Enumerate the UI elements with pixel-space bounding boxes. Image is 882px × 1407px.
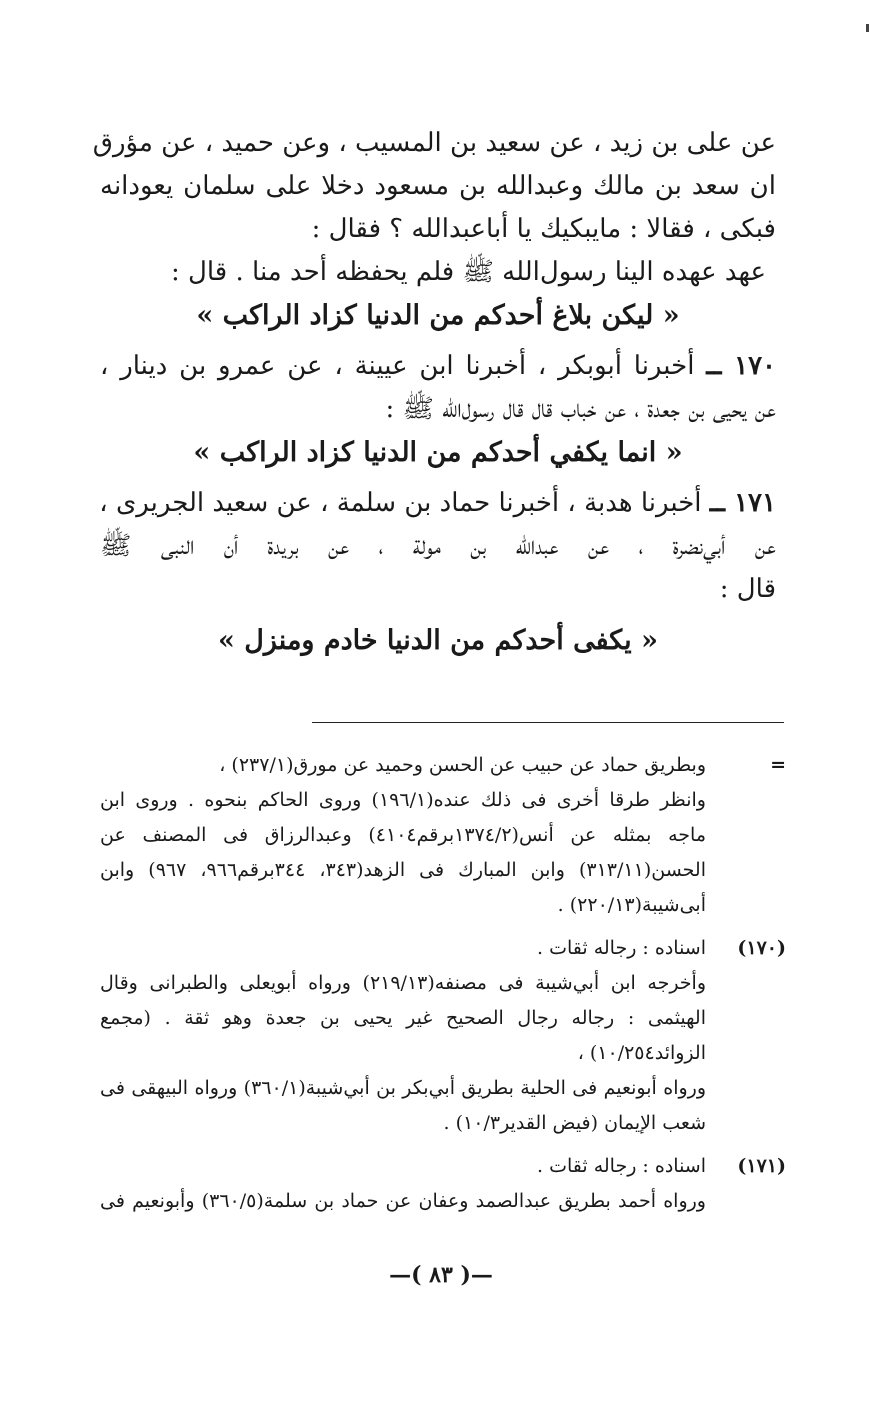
footnote-continued [100,748,786,923]
hadith-170-line2: عن يحيى بن جعدة ، عن خباب قال قال رسول‌الله ﷺ : [385,394,776,424]
footnote-marker: (١٧١) [737,1155,786,1177]
hadith-170-line1: ١٧٠ ــ أخبرنا أبوبكر ، أخبرنا ابن عيينة ، عن عمرو بن دينار ، [100,351,777,381]
footnote-line: اسناده : رجاله ثقات . [537,937,706,959]
hadith-171-line3: قال : [719,574,776,604]
footnote-line: أبى‌شيبة(٢٢٠/١٣) . [557,894,706,916]
corner-mark [866,24,869,32]
main-text [92,122,777,662]
footnote-line: اسناده : رجاله ثقات . [537,1155,706,1177]
footnote-line: الحسن(٣١٣/١١) وابن المبارك فى الزهد(٣٤٣، ٣٤٤برقم٩٦٦، ٩٦٧) وابن [100,859,706,881]
hadith-171-line2: عن أبي‌نضرة ، عن عبدالله بن مولة ، عن بريدة أن النبى ﷺ [100,531,776,561]
footnote-line: ورواه أحمد بطريق عبدالصمد وعفان عن حماد بن سلمة(٣٦٠/٥) وأبونعيم فى [100,1190,706,1212]
footnote-line: وانظر طرقا أخرى فى ذلك عنده(١٩٦/١) وروى الحاكم بنحوه . وروى ابن [100,789,706,811]
footnote-171 [100,1149,786,1219]
footnotes [100,748,786,1219]
text-line: فبكى ، فقالا : مايبكيك يا أباعبدالله ؟ فقال : [311,214,776,244]
hadith-171-quote: « يكفى أحدكم من الدنيا خادم ومنزل » [218,625,658,656]
footnote-marker: (١٧٠) [737,937,786,959]
footnote-marker: = [770,754,786,776]
footnote-170 [100,931,786,1141]
footnote-line: شعب الإيمان (فيض القدير١٠/٣) . [443,1112,706,1134]
footnote-line: الهيثمى : رجاله رجال الصحيح غير يحيى بن جعدة وهو ثقة . (مجمع [100,1007,706,1029]
text-line: عهد عهده الينا رسول‌الله ﷺ فلم يحفظه أحد منا . قال : [170,257,766,287]
hadith-number: ١٧٠ ــ [706,351,777,381]
footnote-line: وأخرجه ابن أبي‌شيبة فى مصنفه(٢١٩/١٣) ورواه أبويعلى والطبرانى وقال [100,972,707,994]
page-number: —( ٨٣ )— [389,1262,493,1288]
footnote-separator [312,722,784,723]
hadith-171-line1: ١٧١ ــ أخبرنا هدبة ، أخبرنا حماد بن سلمة ، عن سعيد الجريرى ، [99,488,776,518]
footnote-line: الزوائد١٠/٢٥٤) ، [577,1042,706,1064]
text-line: ان سعد بن مالك وعبدالله بن مسعود دخلا على سلمان يعودانه [100,171,776,201]
hadith-number: ١٧١ ــ [709,488,776,518]
footnote-line: ورواه أبونعيم فى الحلية بطريق أبي‌بكر بن أبي‌شيبة(٣٦٠/١) ورواه البيهقى فى [100,1077,706,1099]
hadith-quote: « ليكن بلاغ أحدكم من الدنيا كزاد الراكب » [196,300,680,331]
footnote-line: وبطريق حماد عن حبيب عن الحسن وحميد عن مورق(٢٣٧/١) ، [219,754,706,776]
hadith-170-quote: « انما يكفي أحدكم من الدنيا كزاد الراكب » [193,437,683,468]
text-line: عن على بن زيد ، عن سعيد بن المسيب ، وعن حميد ، عن مؤرق [92,128,776,158]
footnote-line: ماجه بمثله عن أنس(١٣٧٤/٢برقم٤١٠٤) وعبدالرزاق فى المصنف عن [100,824,706,846]
